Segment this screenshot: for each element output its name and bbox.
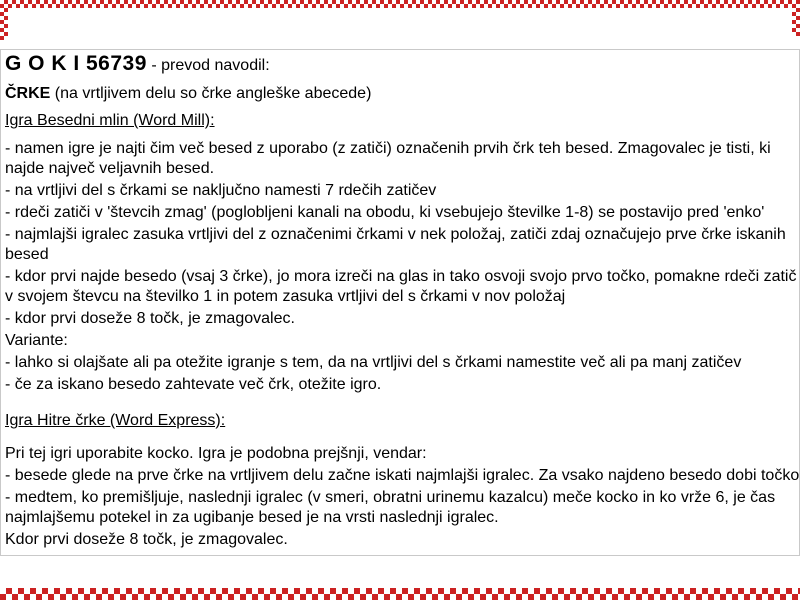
text-line: - medtem, ko premišljuje, naslednji igralec (v smeri, obratni urinemu kazalcu) meče kocko in ko vrže 6, je čas bbox=[5, 489, 776, 506]
paragraph bbox=[5, 309, 797, 329]
text-line: Pri tej igri uporabite kocko. Igra je podobna prejšnji, vendar: bbox=[5, 445, 427, 462]
title-rest-text: - prevod navodil: bbox=[146, 57, 270, 74]
bottom-edge-checker-decoration bbox=[0, 588, 800, 600]
paragraph bbox=[5, 530, 797, 550]
right-edge-checker-decoration bbox=[792, 0, 800, 36]
doc-subtitle bbox=[5, 84, 797, 104]
paragraph bbox=[5, 139, 797, 179]
title-bold-text: G O K I 56739 bbox=[5, 52, 147, 75]
text-line: Igra Besedni mlin (Word Mill): bbox=[5, 112, 215, 129]
lead-rest-text: (na vrtljivem delu so črke angleške abecede) bbox=[50, 85, 372, 102]
paragraph bbox=[5, 488, 797, 528]
paragraph bbox=[5, 331, 797, 351]
paragraph bbox=[5, 444, 797, 464]
section-heading bbox=[5, 411, 797, 431]
paragraph bbox=[5, 267, 797, 307]
text-line: - na vrtljivi del s črkami se naključno namesti 7 rdečih zatičev bbox=[5, 182, 437, 199]
text-line: - lahko si olajšate ali pa otežite igranje s tem, da na vrtljivi del s črkami namestite več ali pa manj zatičev bbox=[5, 354, 742, 371]
text-line: Igra Hitre črke (Word Express): bbox=[5, 412, 226, 429]
text-line: Kdor prvi doseže 8 točk, je zmagovalec. bbox=[5, 531, 288, 548]
paragraph bbox=[5, 225, 797, 265]
text-line: - besede glede na prve črke na vrtljivem delu začne iskati najmlajši igralec. Za vsako najdeno besedo dobi točko bbox=[5, 467, 800, 484]
text-line: v svojem števcu na številko 1 in potem zasuka vrtljivi del s črkami v nov položaj bbox=[5, 288, 566, 305]
text-line: besed bbox=[5, 246, 49, 263]
paragraph bbox=[5, 353, 797, 373]
paragraph bbox=[5, 181, 797, 201]
blank-line bbox=[5, 397, 797, 411]
text-line: - najmlajši igralec zasuka vrtljivi del z označenimi črkami v nek položaj, zatiči zdaj označujejo prve črke iskanih bbox=[5, 226, 786, 243]
text-line: najmlajšemu potekel in za ugibanje besed je na vrsti naslednji igralec. bbox=[5, 509, 499, 526]
paragraph bbox=[5, 203, 797, 223]
lead-bold-text: ČRKE bbox=[5, 85, 51, 102]
paragraph bbox=[5, 375, 797, 395]
top-edge-checker-decoration bbox=[0, 0, 800, 8]
text-line: Variante: bbox=[5, 332, 68, 349]
text-line: - kdor prvi doseže 8 točk, je zmagovalec. bbox=[5, 310, 295, 327]
paragraph bbox=[5, 466, 800, 486]
text-line: - kdor prvi najde besedo (vsaj 3 črke), jo mora izreči na glas in tako osvoji svojo prvo točko, pomakne rdeči zatič bbox=[5, 268, 797, 285]
text-line: - če za iskano besedo zahtevate več črk, otežite igro. bbox=[5, 376, 382, 393]
section-heading bbox=[5, 111, 797, 131]
doc-title bbox=[5, 53, 797, 77]
text-line: - namen igre je najti čim več besed z uporabo (z zatiči) označenih prvih črk teh besed. Zmagovalec je tisti, ki bbox=[5, 140, 771, 157]
instructions-text-box bbox=[0, 49, 800, 556]
text-line: najde največ veljavnih besed. bbox=[5, 160, 215, 177]
text-line: - rdeči zatiči v 'števcih zmag' (poglobljeni kanali na obodu, ki vsebujejo številke 1-8) se postavijo pred 'enko' bbox=[5, 204, 765, 221]
left-edge-checker-decoration bbox=[0, 0, 8, 40]
